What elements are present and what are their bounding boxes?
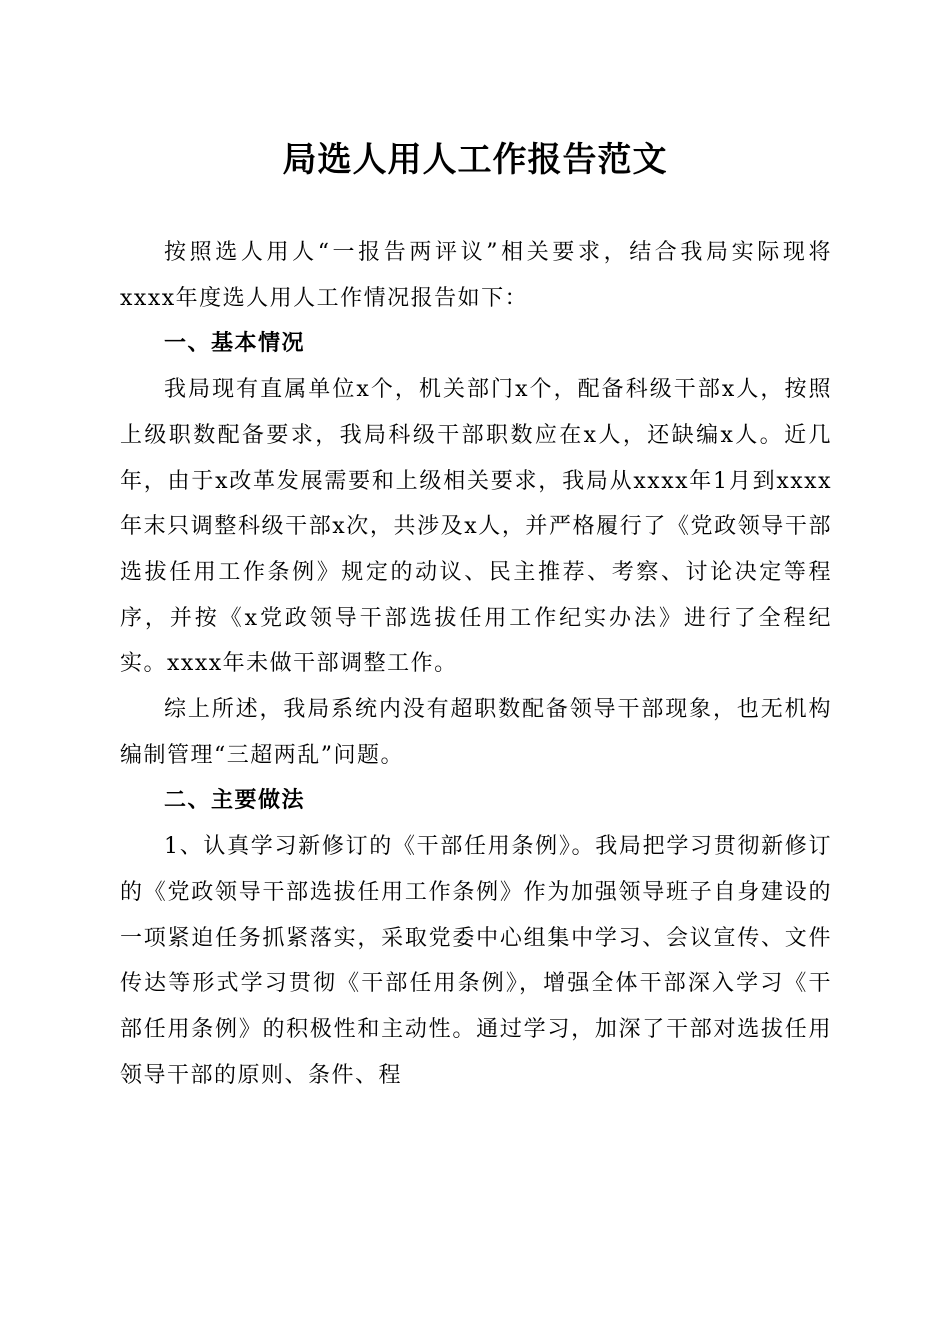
basic-situation-paragraph-1: 我局现有直属单位x个，机关部门x个，配备科级干部x人，按照上级职数配备要求，我局科级干部职数应在x人，还缺编x人。近几年，由于x改革发展需要和上级相关要求，我局从xxxx年1月到xxxx年末只调整科级干部x次，共涉及x人，并严格履行了《党政领导干部选拔任用工作条例》规定的动议、民主推荐、考察、讨论决定等程序，并按《x党政领导干部选拔任用工作纪实办法》进行了全程纪实。xxxx年未做干部调整工作。 — [120, 377, 832, 677]
section-heading-basic-situation: 一、基本情况 — [164, 331, 306, 357]
main-practices-paragraph-1: 1、认真学习新修订的《干部任用条例》。我局把学习贯彻新修订的《党政领导干部选拔任用工作条例》作为加强领导班子自身建设的一项紧迫任务抓紧落实，采取党委中心组集中学习、会议宣传、文件传达等形式学习贯彻《干部任用条例》，增强全体干部深入学习《干部任用条例》的积极性和主动性。通过学习，加深了干部对选拔任用领导干部的原则、条件、程 — [120, 834, 832, 1088]
document-body — [120, 230, 832, 1098]
document-title: 局选人用人工作报告范文 — [282, 140, 668, 180]
basic-situation-paragraph-2: 综上所述，我局系统内没有超职数配备领导干部现象，也无机构编制管理“三超两乱”问题。 — [120, 697, 832, 768]
intro-paragraph: 按照选人用人“一报告两评议”相关要求，结合我局实际现将xxxx年度选人用人工作情况报告如下： — [120, 240, 832, 311]
section-heading-main-practices: 二、主要做法 — [164, 788, 306, 814]
